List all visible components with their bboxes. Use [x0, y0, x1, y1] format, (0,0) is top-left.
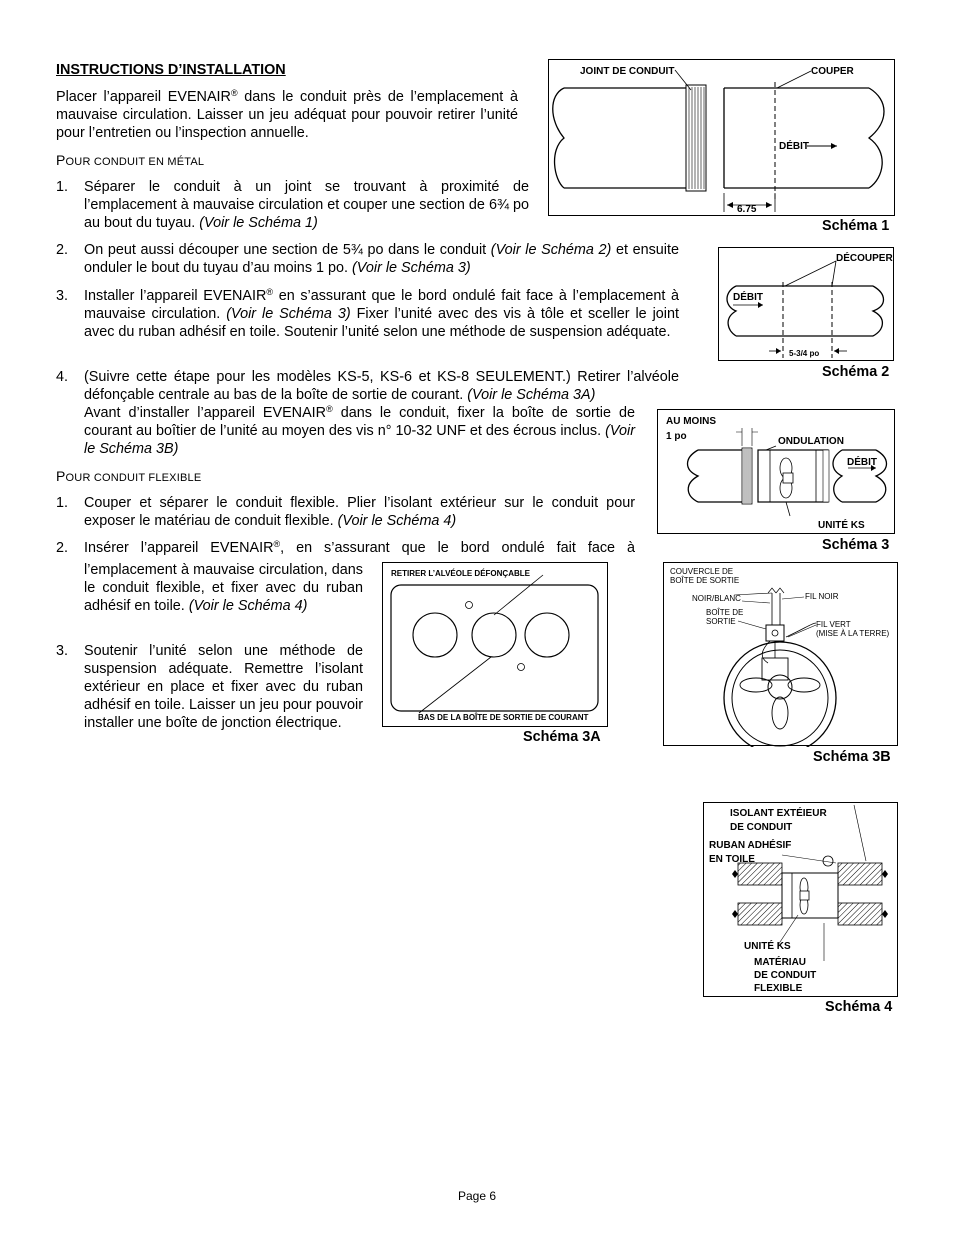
label-cut: DÉCOUPER — [836, 253, 893, 264]
label-mat-a: MATÉRIAU — [754, 957, 807, 968]
page-title: INSTRUCTIONS D’INSTALLATION — [56, 62, 286, 78]
outlet-box-diagram — [383, 563, 609, 728]
label-tape-b: EN TOILE — [709, 854, 755, 865]
label-bw: NOIR/BLANC — [692, 594, 741, 603]
figure-schema-3 — [657, 409, 895, 534]
caption-schema-4: Schéma 4 — [825, 999, 893, 1015]
label-green-a: FIL VERT — [816, 620, 851, 629]
figure-schema-2 — [718, 247, 894, 361]
duct-diagram-3 — [658, 410, 896, 535]
label-box-b: SORTIE — [706, 617, 736, 626]
label-unit: UNITÉ KS — [744, 941, 791, 952]
label-min-b: 1 po — [666, 431, 687, 442]
label-ins-b: DE CONDUIT — [730, 822, 793, 833]
label-flow: DÉBIT — [733, 292, 763, 303]
caption-schema-3: Schéma 3 — [822, 537, 890, 553]
section-heading-metal: POUR CONDUIT EN MÉTAL — [56, 152, 205, 168]
figure-schema-3b — [663, 562, 898, 746]
label-min-a: AU MOINS — [666, 416, 716, 427]
label-mat-c: FLEXIBLE — [754, 983, 803, 994]
list-item-continued: l’emplacement à mauvaise circulation, dans le conduit flexible, et fixer avec du ruban adhésif en toile. (Voir le Schéma 4) — [84, 562, 363, 614]
label-cut: COUPER — [811, 66, 854, 77]
list-item: 2. On peut aussi découper une section de 5¾ po dans le conduit (Voir le Schéma 2) et ensuite onduler le bout du tuyau d’au moins 1 po. (Voir le Schéma 3) — [56, 242, 679, 276]
label-flow: DÉBIT — [779, 141, 809, 152]
label-cover-b: BOÎTE DE SORTIE — [670, 576, 740, 585]
list-item: 1. Séparer le conduit à un joint se trouvant à proximité de l’emplacement à mauvaise circulation et couper une section de 6¾ po au bout du tuyau. (Voir le Schéma 1) — [56, 179, 529, 231]
figure-schema-1 — [548, 59, 895, 216]
label-bottom: BAS DE LA BOÎTE DE SORTIE DE COURANT — [418, 713, 589, 722]
label-tape-a: RUBAN ADHÉSIF — [709, 840, 792, 851]
caption-schema-3a: Schéma 3A — [523, 729, 601, 745]
section-heading-flex: POUR CONDUIT FLEXIBLE — [56, 468, 202, 484]
caption-schema-1: Schéma 1 — [822, 218, 890, 234]
list-item: 2. Insérer l’appareil EVENAIR®, en s’assurant que le bord ondulé fait face à — [56, 539, 635, 556]
label-cover-a: COUVERCLE DE — [670, 567, 734, 576]
flex-duct-diagram — [704, 803, 899, 998]
figure-schema-3a — [382, 562, 608, 727]
caption-schema-2: Schéma 2 — [822, 364, 890, 380]
label-joint: JOINT DE CONDUIT — [580, 66, 675, 77]
caption-schema-3b: Schéma 3B — [813, 749, 891, 765]
duct-diagram-1 — [549, 60, 896, 217]
list-item: 3. Installer l’appareil EVENAIR® en s’assurant que le bord ondulé fait face à l’emplacement à mauvaise circulation. (Voir le Schéma 3) Fixer l’unité avec des vis à tôle et sceller le joint avec du ruban adhésif en toile. Soutenir l’unité selon une méthode de suspension adéquate. — [56, 287, 679, 340]
label-box-a: BOÎTE DE — [706, 608, 744, 617]
duct-diagram-2 — [719, 248, 895, 362]
page-number: Page 6 — [457, 1189, 497, 1203]
list-item-continued: Avant d’installer l’appareil EVENAIR® dans le conduit, fixer la boîte de sortie de courant au boîtier de l’unité au moyen des vis n° 10-32 UNF et des écrous inclus. (Voir le Schéma 3B) — [84, 404, 635, 457]
label-black: FIL NOIR — [805, 592, 839, 601]
label-unit: UNITÉ KS — [818, 520, 865, 531]
label-top: RETIRER L’ALVÉOLE DÉFONÇABLE — [391, 569, 530, 578]
label-green-b: (MISE À LA TERRE) — [816, 629, 890, 638]
label-mat-b: DE CONDUIT — [754, 970, 817, 981]
label-crimp: ONDULATION — [778, 436, 844, 447]
label-flow: DÉBIT — [847, 457, 877, 468]
list-item: 3. Soutenir l’unité selon une méthode de suspension adéquate. Remettre l’isolant extérieur en place et fixer avec du ruban adhésif en toile. Laisser un jeu pour pouvoir installer une boîte de jonction électrique. — [56, 643, 363, 731]
label-ins-a: ISOLANT EXTÉIEUR — [730, 808, 827, 819]
wiring-diagram — [664, 563, 899, 747]
label-dimension: 6.75 — [737, 204, 757, 215]
intro-paragraph: Placer l’appareil EVENAIR® dans le conduit près de l’emplacement à mauvaise circulation. Laisser un jeu adéquat pour pouvoir retirer l’unité pour l’entretien ou l’inspection annuelle. — [56, 88, 519, 141]
list-item: 1. Couper et séparer le conduit flexible. Plier l’isolant extérieur sur le conduit pour exposer le matériau de conduit flexible. (Voir le Schéma 4) — [56, 495, 635, 529]
label-dimension: 5-3/4 po — [789, 349, 820, 358]
figure-schema-4 — [703, 802, 898, 997]
list-item: 4. (Suivre cette étape pour les modèles KS-5, KS-6 et KS-8 SEULEMENT.) Retirer l’alvéole défonçable centrale au bas de la boîte de sortie de courant. (Voir le Schéma 3A) — [56, 369, 679, 403]
